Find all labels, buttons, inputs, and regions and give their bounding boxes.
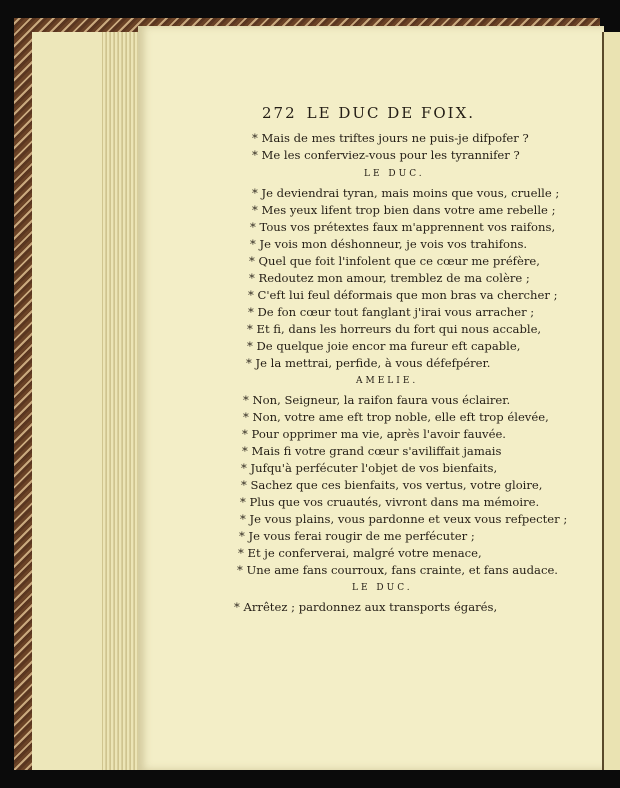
verse-line: * Non, Seigneur, la raifon faura vous éclairer. [243, 393, 511, 407]
verse-line: * Quel que foit l'infolent que ce cœur me préfère, [249, 254, 540, 268]
verse-line: * Me les conferviez-vous pour les tyrannifer ? [252, 148, 520, 162]
verse-line: * Je vois mon déshonneur, je vois vos trahifons. [250, 237, 528, 251]
running-header [262, 104, 475, 122]
page-number: 272 [262, 104, 297, 122]
running-title: LE DUC DE FOIX. [306, 104, 476, 122]
verse-line: * Je deviendrai tyran, mais moins que vous, cruelle ; [252, 186, 560, 200]
verse-line: * Pour opprimer ma vie, après l'avoir fauvée. [242, 427, 506, 441]
verse-line: * Redoutez mon amour, tremblez de ma colère ; [249, 271, 530, 285]
verse-line: * Je vous ferai rougir de me perfécuter ; [239, 529, 475, 543]
verse-line: * Arrêtez ; pardonnez aux transports égarés, [234, 600, 498, 614]
verse-line: * Je la mettrai, perfide, à vous défefpérer. [246, 356, 491, 370]
verse-line: * Jufqu'à perfécuter l'objet de vos bienfaits, [241, 461, 498, 475]
verse-line: * Et je conferverai, malgré votre menace, [238, 546, 482, 560]
verse-line: * Mes yeux lifent trop bien dans votre ame rebelle ; [252, 203, 556, 217]
verse-line: * De fon cœur tout fanglant j'irai vous arracher ; [248, 305, 535, 319]
verse-line: * Tous vos prétextes faux m'apprennent vos raifons, [250, 220, 556, 234]
speaker-name: LE DUC. [364, 169, 425, 179]
verse-line: * Une ame fans courroux, fans crainte, et fans audace. [237, 563, 558, 577]
verse-line: * De quelque joie encor ma fureur eft capable, [247, 339, 521, 353]
verse-line: * Mais de mes triftes jours ne puis-je difpofer ? [252, 131, 529, 145]
verse-line: * Sachez que ces bienfaits, vos vertus, votre gloire, [241, 478, 543, 492]
verse-line: * Plus que vos cruautés, vivront dans ma mémoire. [240, 495, 540, 509]
speaker-name: AMELIE. [356, 376, 419, 386]
verse-line: * Et fi, dans les horreurs du fort qui nous accable, [247, 322, 542, 336]
verse-line: * Non, votre ame eft trop noble, elle eft trop élevée, [243, 410, 549, 424]
verse-line: * Mais fi votre grand cœur s'aviliffait jamais [242, 444, 502, 458]
speaker-name: LE DUC. [352, 583, 413, 593]
verse-line: * C'eft lui feul déformais que mon bras va chercher ; [248, 288, 558, 302]
verse-line: * Je vous plains, vous pardonne et veux vous refpecter ; [240, 512, 568, 526]
